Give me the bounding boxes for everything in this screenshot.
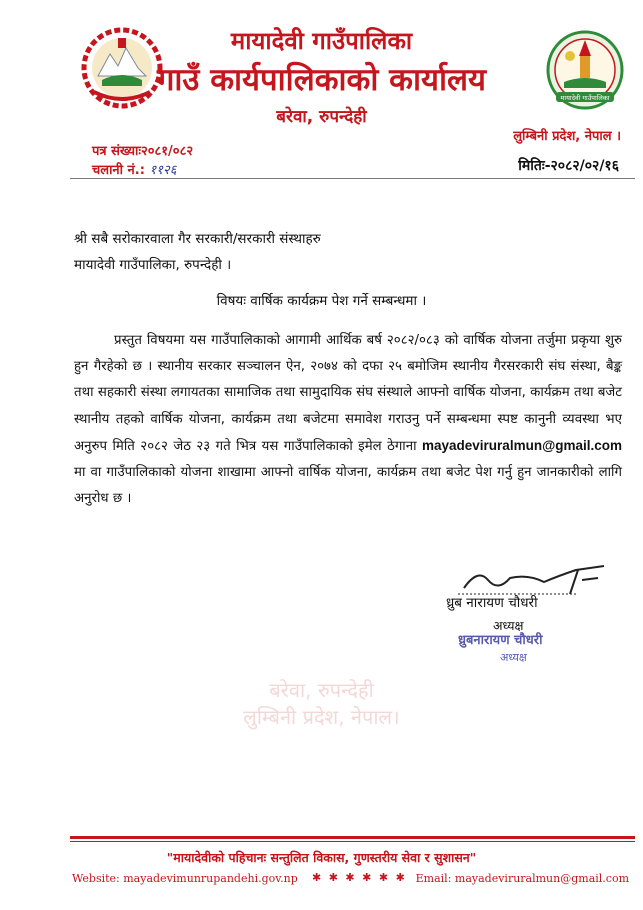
letter-subject: विषयः वार्षिक कार्यक्रम पेश गर्ने सम्बन्धमा । — [216, 293, 427, 309]
watermark-line1: बरेवा, रुपन्देही — [269, 678, 374, 702]
chalani-value: ११२६ — [149, 163, 177, 178]
signatory-name: ध्रुब नारायण चौधरी — [446, 595, 538, 611]
office-name-line2: गाउँ कार्यपालिकाको कार्यालय — [156, 62, 487, 98]
chalani-label: चलानी नं.: — [92, 163, 145, 178]
patra-value: २०८१/०८२ — [141, 144, 194, 159]
chalani-number — [92, 160, 176, 178]
footer-stars: ✱ ✱ ✱ ✱ ✱ ✱ — [312, 871, 407, 884]
stamp-name: ध्रुबनारायण चौधरी — [458, 633, 543, 648]
footer-slogan: "मायादेवीको पहिचानः सन्तुलित विकास, गुणस्तरीय सेवा र सुशासन" — [166, 850, 477, 865]
letter-body — [74, 328, 622, 512]
signatory-role: अध्यक्ष — [493, 618, 524, 633]
footer-divider — [70, 836, 635, 839]
province-label: लुम्बिनी प्रदेश, नेपाल । — [513, 129, 621, 144]
office-name-line1: मायादेवी गाउँपालिका — [230, 27, 413, 55]
recipient-line2: मायादेवी गाउँपालिका, रुपन्देही । — [74, 257, 232, 273]
footer-divider-thin — [70, 841, 635, 842]
recipient-line1: श्री सबै सरोकारवाला गैर सरकारी/सरकारी संस्थाहरु — [74, 231, 321, 247]
letter-date: मितिः-२०८२/०२/१६ — [518, 158, 619, 174]
body-text-before-email: प्रस्तुत विषयमा यस गाउँपालिकाको आगामी आर्थिक बर्ष २०८२/०८३ को वार्षिक योजना तर्जुमा प्रकृया शुरु हुन गैरहेको छ । स्थानीय सरकार सञ्चालन ऐन, २०७४ को दफा २५ बमोजिम स्थानीय गैरसरकारी संघ संस्था, बैङ्क तथा सहकारी संस्था लगायतका सामाजिक तथा सामुदायिक संघ संस्थाले आफ्नो वार्षिक योजना, कार्यक्रम तथा बजेट स्थानीय तहको वार्षिक योजना, कार्यक्रम तथा बजेटमा समावेश गराउनु पर्ने सम्बन्धमा स्पष्ट कानुनी व्यवस्था भए अनुरुप मिति २०८२ जेठ २३ गते भित्र यस गाउँपालिकाको इमेल ठेगाना — [74, 333, 622, 454]
header-divider — [70, 178, 635, 179]
patra-label: पत्र संख्याः — [92, 144, 142, 159]
stamp-role: अध्यक्ष — [500, 651, 527, 664]
footer-website: Website: mayadevimunrupandehi.gov.np — [72, 872, 298, 885]
body-email: mayadeviruralmun@gmail.com — [422, 437, 622, 453]
footer-email: Email: mayadeviruralmun@gmail.com — [415, 872, 629, 885]
signature-drawing-icon — [458, 560, 608, 596]
patra-sankhya — [92, 141, 193, 159]
body-text-after-email: मा वा गाउँपालिकाको योजना शाखामा आफ्नो वार्षिक योजना, कार्यक्रम तथा बजेट पेश गर्नु हुन जानकारीको लागि अनुरोध छ । — [74, 465, 622, 507]
office-location: बरेवा, रुपन्देही — [276, 107, 367, 127]
emblem-right-label: मायादेवी गाउँपालिका — [560, 94, 610, 102]
watermark-line2: लुम्बिनी प्रदेश, नेपाल। — [243, 705, 400, 729]
